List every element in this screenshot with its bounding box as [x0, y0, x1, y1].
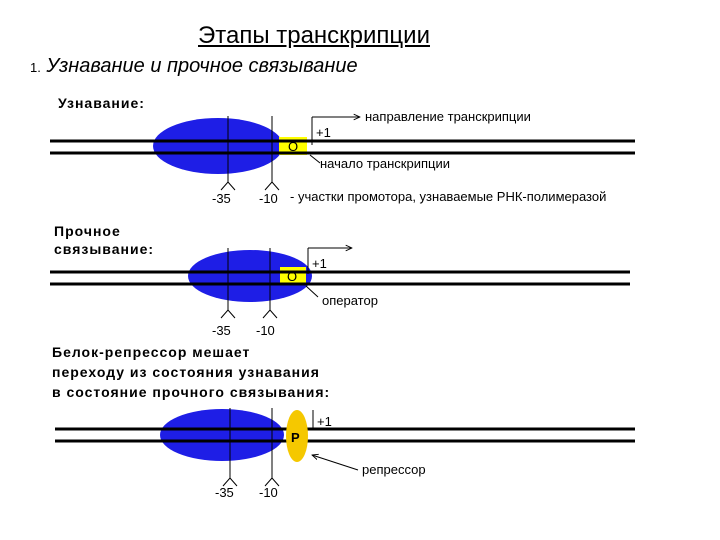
repressor-pointer: [312, 455, 358, 470]
page-title: Этапы транскрипции: [198, 22, 430, 49]
plus-one-label: +1: [312, 256, 327, 271]
operator-letter: O: [287, 269, 298, 284]
stage3-heading-line3: в состояние прочного связывания:: [52, 384, 331, 400]
minus-35-label: -35: [215, 485, 234, 500]
dna-strand: [55, 429, 635, 441]
promoter-label: - участки промотора, узнаваемые РНК-полимеразой: [290, 189, 607, 204]
stage2-heading-line2: связывание:: [54, 241, 155, 257]
operator-label: оператор: [322, 293, 378, 308]
repressor-label: репрессор: [362, 462, 426, 477]
minus-35-label: -35: [212, 191, 231, 206]
start-label: начало транскрипции: [320, 156, 450, 171]
minus-35-label: -35: [212, 323, 231, 338]
direction-label: направление транскрипции: [365, 109, 531, 124]
stage3-heading-line2: переходу из состояния узнавания: [52, 364, 320, 380]
stage3-heading-line1: Белок-репрессор мешает: [52, 344, 251, 360]
stage1-heading: Узнавание:: [58, 95, 145, 111]
dna-strand: [50, 272, 630, 284]
rna-polymerase: [160, 409, 284, 461]
stage-repressor: [52, 344, 635, 500]
subtitle-number: 1.: [30, 60, 41, 75]
repressor-letter: P: [291, 430, 300, 445]
minus-10-label: -10: [259, 191, 278, 206]
minus-10-label: -10: [259, 485, 278, 500]
rna-polymerase: [153, 118, 283, 174]
stage-recognition: [50, 95, 635, 206]
dna-strand: [50, 141, 635, 153]
stage-tight-binding: [50, 223, 630, 338]
minus-10-label: -10: [256, 323, 275, 338]
operator-letter: O: [288, 139, 299, 154]
stage2-heading-line1: Прочное: [54, 223, 121, 239]
subtitle-text: Узнавание и прочное связывание: [46, 55, 358, 77]
plus-one-label: +1: [317, 414, 332, 429]
plus-one-label: +1: [316, 125, 331, 140]
